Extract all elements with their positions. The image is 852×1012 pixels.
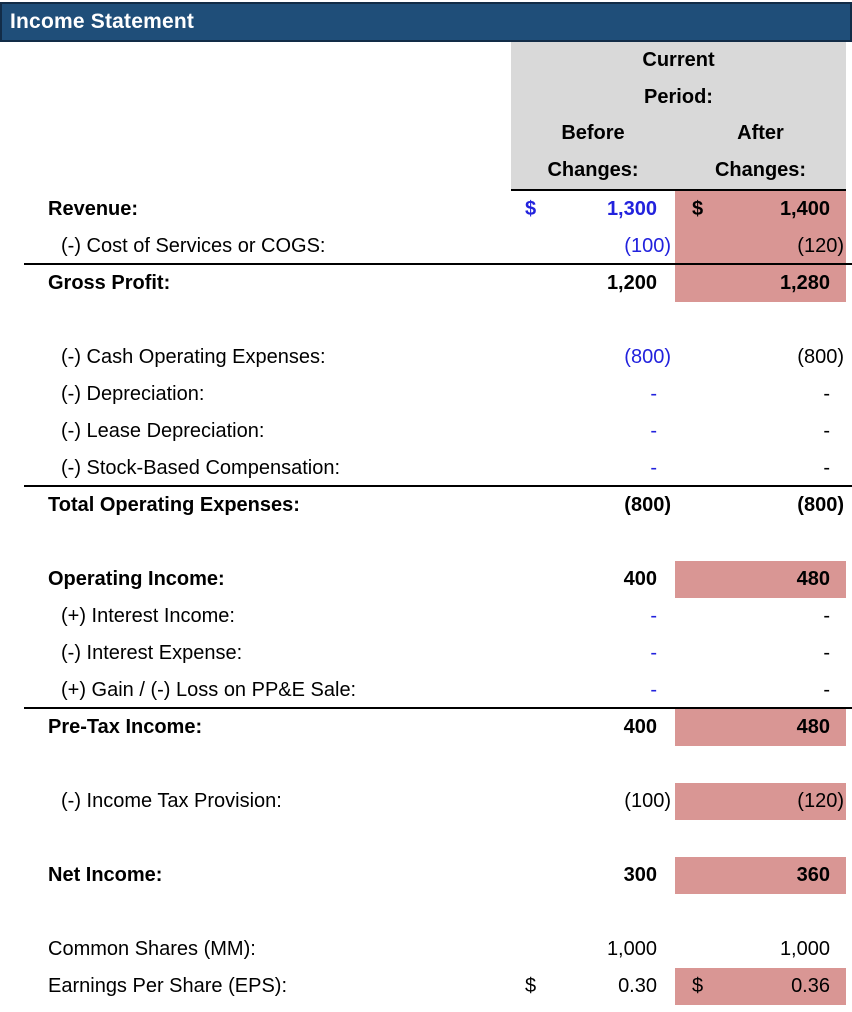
- operating-income-before-cell[interactable]: [511, 561, 675, 598]
- gain-loss-ppe-sale-after-cell[interactable]: [675, 672, 846, 709]
- value-text: 0.30: [618, 975, 657, 997]
- value-text: 1,000: [779, 938, 830, 960]
- row-label-stock-based-compensation: (-) Stock-Based Compensation:: [61, 457, 341, 479]
- after-column-header-line1: After: [737, 122, 784, 145]
- row-spacer-5: [0, 894, 852, 931]
- row-cogs: [0, 228, 852, 265]
- pre-tax-income-after-cell[interactable]: [675, 709, 846, 746]
- earnings-per-share-before-cell[interactable]: [511, 968, 675, 1005]
- net-income-before-cell[interactable]: [511, 857, 675, 894]
- income-tax-provision-before-cell[interactable]: [511, 783, 675, 820]
- operating-income-after-cell[interactable]: [675, 561, 846, 598]
- value-text: -: [823, 457, 830, 479]
- row-pre-tax-income: [0, 709, 852, 746]
- row-label-cash-operating-expenses: (-) Cash Operating Expenses:: [61, 346, 326, 368]
- row-label-depreciation: (-) Depreciation:: [61, 383, 205, 405]
- value-text: -: [823, 420, 830, 442]
- value-text: (800): [797, 494, 844, 516]
- interest-income-after-cell[interactable]: [675, 598, 846, 635]
- gross-profit-before-cell[interactable]: [511, 265, 675, 302]
- row-label-lease-depreciation: (-) Lease Depreciation:: [61, 420, 265, 442]
- value-text: 400: [623, 568, 657, 590]
- total-operating-expenses-after-cell[interactable]: [675, 487, 846, 524]
- dollar-sign: $: [692, 975, 704, 997]
- group-header-line1: Current: [642, 48, 715, 71]
- earnings-per-share-after-cell[interactable]: [675, 968, 846, 1005]
- value-text: (800): [797, 346, 844, 368]
- row-gross-profit: [0, 265, 852, 302]
- row-earnings-per-share: [0, 968, 852, 1005]
- value-text: (100): [624, 790, 671, 812]
- gain-loss-ppe-sale-before-cell[interactable]: [511, 672, 675, 709]
- interest-income-before-cell[interactable]: [511, 598, 675, 635]
- value-text: -: [823, 679, 830, 701]
- cogs-after-cell[interactable]: [675, 228, 846, 265]
- row-interest-expense: [0, 635, 852, 672]
- row-income-tax-provision: [0, 783, 852, 820]
- revenue-before-cell[interactable]: [511, 191, 675, 228]
- value-text: 480: [796, 568, 830, 590]
- value-text: 1,300: [606, 198, 657, 220]
- row-revenue: [0, 191, 852, 228]
- row-spacer-4: [0, 820, 852, 857]
- dollar-sign: $: [525, 198, 537, 220]
- interest-expense-before-cell[interactable]: [511, 635, 675, 672]
- value-text: 360: [796, 864, 830, 886]
- stock-based-compensation-after-cell[interactable]: [675, 450, 846, 487]
- row-label-gain-loss-ppe-sale: (+) Gain / (-) Loss on PP&E Sale:: [61, 679, 357, 701]
- row-label-operating-income: Operating Income:: [48, 568, 225, 590]
- row-label-cogs: (-) Cost of Services or COGS:: [61, 235, 326, 257]
- value-text: (120): [797, 235, 844, 257]
- row-label-total-operating-expenses: Total Operating Expenses:: [48, 494, 300, 516]
- lease-depreciation-before-cell[interactable]: [511, 413, 675, 450]
- group-header-line2: Period:: [644, 85, 713, 108]
- gross-profit-after-cell[interactable]: [675, 265, 846, 302]
- value-text: -: [823, 642, 830, 664]
- column-header-block: [511, 42, 846, 191]
- row-operating-income: [0, 561, 852, 598]
- value-text: 480: [796, 716, 830, 738]
- dollar-sign: $: [692, 198, 704, 220]
- row-gain-loss-ppe-sale: [0, 672, 852, 709]
- value-text: -: [823, 383, 830, 405]
- row-label-income-tax-provision: (-) Income Tax Provision:: [61, 790, 282, 812]
- value-text: (800): [624, 494, 671, 516]
- depreciation-after-cell[interactable]: [675, 376, 846, 413]
- after-column-header-line2: Changes:: [714, 159, 807, 182]
- interest-expense-after-cell[interactable]: [675, 635, 846, 672]
- value-text: -: [650, 605, 657, 627]
- row-spacer-3: [0, 746, 852, 783]
- value-text: -: [650, 679, 657, 701]
- common-shares-after-cell[interactable]: [675, 931, 846, 968]
- row-spacer-2: [0, 524, 852, 561]
- row-net-income: [0, 857, 852, 894]
- value-text: -: [650, 457, 657, 479]
- before-column-header-line2: Changes:: [547, 159, 639, 182]
- stock-based-compensation-before-cell[interactable]: [511, 450, 675, 487]
- value-text: (120): [797, 790, 844, 812]
- dollar-sign: $: [525, 975, 537, 997]
- row-label-net-income: Net Income:: [48, 864, 163, 886]
- row-common-shares: [0, 931, 852, 968]
- total-operating-expenses-before-cell[interactable]: [511, 487, 675, 524]
- income-tax-provision-after-cell[interactable]: [675, 783, 846, 820]
- value-text: -: [823, 605, 830, 627]
- pre-tax-income-before-cell[interactable]: [511, 709, 675, 746]
- value-text: 300: [623, 864, 657, 886]
- page-title: Income Statement: [10, 10, 195, 33]
- row-spacer-1: [0, 302, 852, 339]
- value-text: (100): [624, 235, 671, 257]
- value-text: 0.36: [791, 975, 830, 997]
- lease-depreciation-after-cell[interactable]: [675, 413, 846, 450]
- title-bar: [0, 2, 852, 42]
- value-text: -: [650, 642, 657, 664]
- value-text: -: [650, 420, 657, 442]
- cash-operating-expenses-before-cell[interactable]: [511, 339, 675, 376]
- row-total-operating-expenses: [0, 487, 852, 524]
- row-label-revenue: Revenue:: [48, 198, 139, 220]
- depreciation-before-cell[interactable]: [511, 376, 675, 413]
- value-text: -: [650, 383, 657, 405]
- row-cash-operating-expenses: [0, 339, 852, 376]
- row-label-common-shares: Common Shares (MM):: [48, 938, 256, 960]
- revenue-after-cell[interactable]: [675, 191, 846, 228]
- value-text: 400: [623, 716, 657, 738]
- value-text: 1,200: [606, 272, 657, 294]
- cogs-before-cell[interactable]: [511, 228, 675, 265]
- row-label-interest-expense: (-) Interest Expense:: [61, 642, 243, 664]
- value-text: 1,400: [779, 198, 830, 220]
- common-shares-before-cell[interactable]: [511, 931, 675, 968]
- net-income-after-cell[interactable]: [675, 857, 846, 894]
- value-text: 1,000: [606, 938, 657, 960]
- cash-operating-expenses-after-cell[interactable]: [675, 339, 846, 376]
- before-column-header-line1: Before: [561, 122, 625, 145]
- row-stock-based-compensation: [0, 450, 852, 487]
- value-text: 1,280: [779, 272, 830, 294]
- row-label-pre-tax-income: Pre-Tax Income:: [48, 716, 203, 738]
- row-label-earnings-per-share: Earnings Per Share (EPS):: [48, 975, 287, 997]
- row-depreciation: [0, 376, 852, 413]
- value-text: (800): [624, 346, 671, 368]
- statement-rows: [0, 191, 852, 1005]
- row-label-gross-profit: Gross Profit:: [48, 272, 171, 294]
- row-interest-income: [0, 598, 852, 635]
- row-label-interest-income: (+) Interest Income:: [61, 605, 235, 627]
- row-lease-depreciation: [0, 413, 852, 450]
